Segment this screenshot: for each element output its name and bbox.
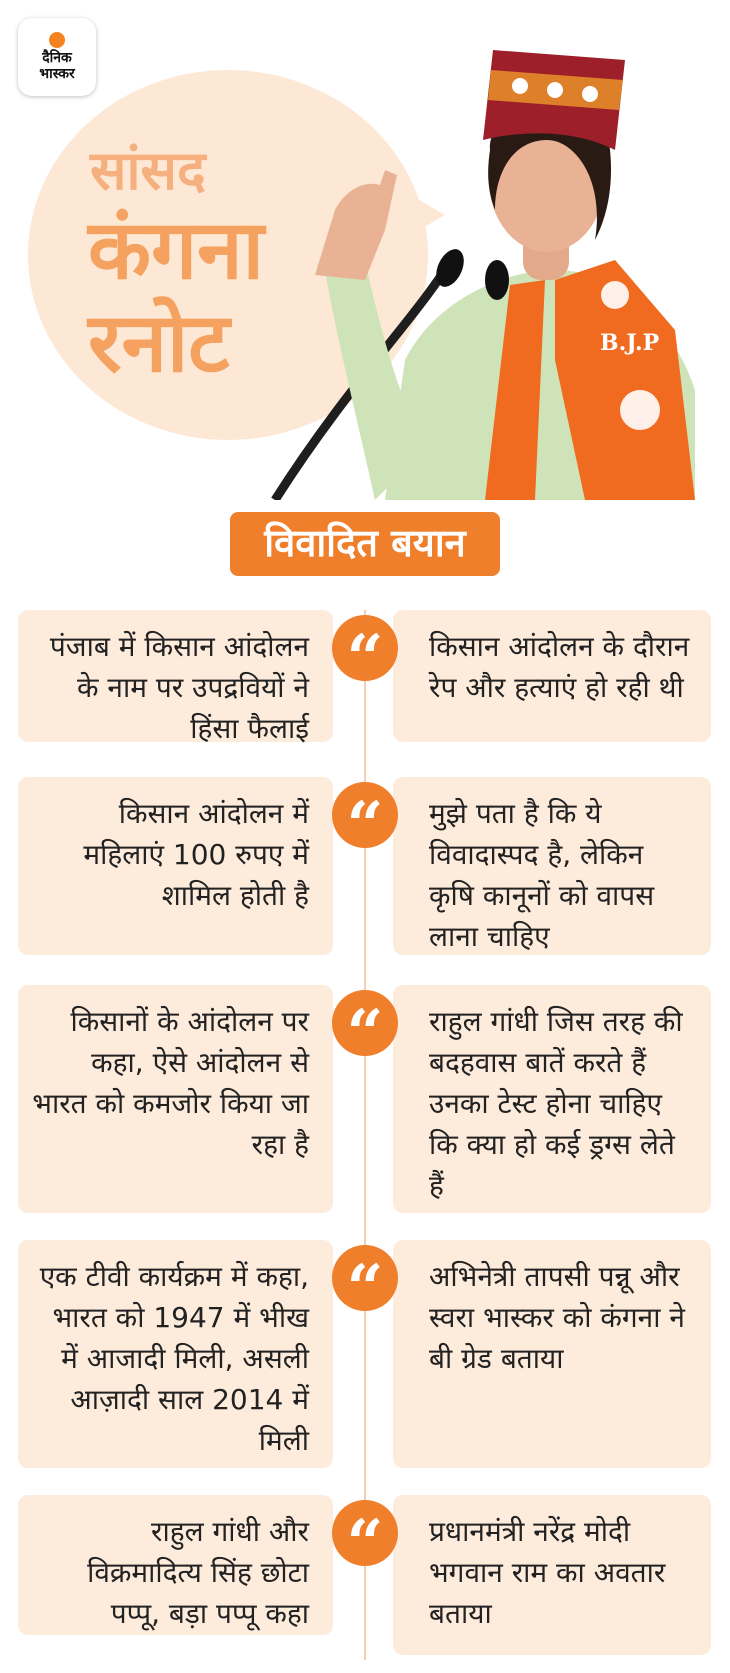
stole-badge-text: B.J.P (600, 330, 660, 356)
cap-pattern-dot-1 (512, 78, 528, 94)
hero-section (0, 0, 730, 500)
title-line-3: रनोट (88, 296, 230, 391)
quote-icon: “ (332, 990, 398, 1056)
statement-card-left: एक टीवी कार्यक्रम में कहा, भारत को 1947 में भीख में आजादी मिली, असली आज़ादी साल 2014 में मिली (18, 1240, 333, 1468)
title-line-2: कंगना (88, 203, 264, 298)
statement-card-left: राहुल गांधी और विक्रमादित्य सिंह छोटा पप्पू, बड़ा पप्पू कहा (18, 1495, 333, 1635)
logo-line-2: भास्कर (39, 66, 75, 82)
quote-icon: “ (332, 615, 398, 681)
lotus-icon-small (601, 281, 629, 309)
section-heading: विवादित बयान (230, 512, 500, 576)
logo-sun-icon (49, 32, 65, 48)
lotus-icon (620, 390, 660, 430)
quote-icon: “ (332, 1500, 398, 1566)
statement-card-left: पंजाब में किसान आंदोलन के नाम पर उपद्रवियों ने हिंसा फैलाई (18, 610, 333, 742)
statement-card-left: किसानों के आंदोलन पर कहा, ऐसे आंदोलन से भारत को कमजोर किया जा रहा है (18, 985, 333, 1213)
statement-card-right: मुझे पता है कि ये विवादास्पद है, लेकिन कृषि कानूनों को वापस लाना चाहिए (393, 777, 711, 955)
statement-card-left: किसान आंदोलन में महिलाएं 100 रुपए में शामिल होती है (18, 777, 333, 955)
dainik-bhaskar-logo[interactable] (18, 18, 96, 96)
cap-pattern-dot-3 (582, 86, 598, 102)
cap-pattern-dot-2 (547, 82, 563, 98)
statement-card-right: अभिनेत्री तापसी पन्नू और स्वरा भास्कर को कंगना ने बी ग्रेड बताया (393, 1240, 711, 1468)
speaker-photo (255, 30, 695, 500)
microphone-right (485, 260, 509, 300)
statement-card-right: राहुल गांधी जिस तरह की बदहवास बातें करते हैं उनका टेस्ट होना चाहिए कि क्या हो कई ड्रग्स लेते हैं (393, 985, 711, 1213)
statement-card-right: किसान आंदोलन के दौरान रेप और हत्याएं हो रही थी (393, 610, 711, 742)
title-line-1: सांसद (90, 139, 206, 202)
quote-icon: “ (332, 782, 398, 848)
quote-icon: “ (332, 1245, 398, 1311)
logo-line-1: दैनिक (42, 50, 72, 66)
statement-card-right: प्रधानमंत्री नरेंद्र मोदी भगवान राम का अवतार बताया (393, 1495, 711, 1655)
heading-wrap (0, 512, 730, 576)
raised-hand (315, 170, 397, 280)
